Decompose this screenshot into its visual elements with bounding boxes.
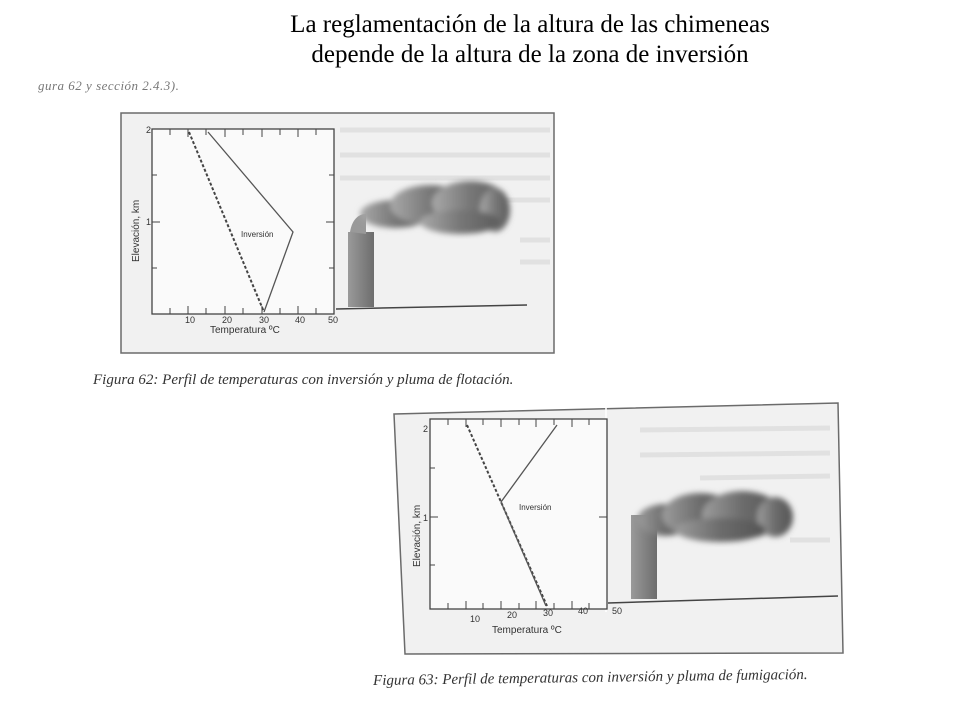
figure-62-xtick-50: 50 bbox=[328, 315, 339, 325]
figure-62-xtick-10: 10 bbox=[185, 315, 196, 325]
figure-63-plot-area bbox=[430, 419, 607, 609]
figure-63-xlabel: Temperatura ºC bbox=[492, 625, 562, 636]
figure-63-xtick-10: 10 bbox=[470, 614, 481, 624]
figure-62-xtick-30: 30 bbox=[259, 315, 270, 325]
figure-63-caption: Figura 63: Perfil de temperaturas con inversión y pluma de fumigación. bbox=[373, 666, 808, 689]
figure-63-ytick-2: 2 bbox=[423, 424, 429, 434]
figure-63-xtick-30: 30 bbox=[543, 608, 554, 618]
figure-62-xtick-40: 40 bbox=[295, 315, 306, 325]
figure-63-annotation: Inversión bbox=[519, 503, 552, 512]
figure-62-annotation: Inversión bbox=[241, 230, 274, 239]
figure-62-ylabel: Elevación, km bbox=[131, 199, 142, 262]
figure-63-ylabel: Elevación, km bbox=[412, 504, 423, 567]
figure-62-ytick-2: 2 bbox=[146, 125, 152, 135]
figure-62-xlabel: Temperatura ºC bbox=[210, 325, 280, 336]
figure-63-xtick-40: 40 bbox=[578, 606, 589, 616]
cutoff-text: gura 62 y sección 2.4.3). bbox=[38, 78, 180, 93]
figure-63-ytick-1: 1 bbox=[423, 513, 429, 523]
figure-63-xtick-20: 20 bbox=[507, 610, 518, 620]
figure-62-caption: Figura 62: Perfil de temperaturas con inversión y pluma de flotación. bbox=[93, 372, 514, 388]
title-line-1: La reglamentación de la altura de las chimeneas bbox=[290, 11, 770, 38]
figure-62-xtick-20: 20 bbox=[222, 315, 233, 325]
figure-62-ytick-1: 1 bbox=[146, 217, 152, 227]
title-line-2: depende de la altura de la zona de inversión bbox=[311, 41, 749, 68]
figure-63-xtick-50: 50 bbox=[612, 606, 623, 616]
